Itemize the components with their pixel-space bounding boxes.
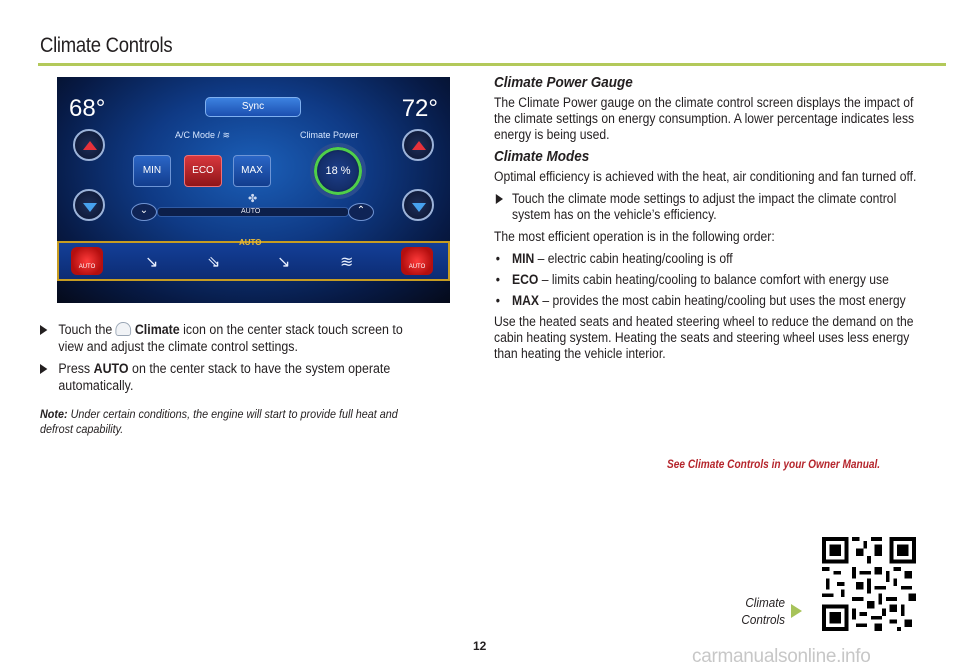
ac-mode-label: A/C Mode / ≋ <box>175 130 231 140</box>
climate-icon <box>116 322 132 336</box>
climate-power-gauge: 18 % <box>310 143 366 199</box>
fan-down-button: ⌄ <box>131 203 157 221</box>
mode-eco-button: ECO <box>184 155 222 187</box>
owner-manual-reference: See Climate Controls in your Owner Manual. <box>667 459 881 471</box>
closing-paragraph: Use the heated seats and heated steering wheel to reduce the demand on the cabin heating system. Heating the seats and steering wheel uses less energy than heating the vehicle interior. <box>494 314 914 361</box>
right-temp-down-button <box>402 189 434 221</box>
heated-seat-left-icon: AUTO <box>71 247 103 275</box>
climate-screen-image <box>57 77 450 303</box>
bullet-arrow-icon <box>496 194 503 204</box>
section-heading-modes: Climate Modes <box>494 148 590 165</box>
vent-face-floor-icon: ⇘ <box>207 254 221 271</box>
fan-auto-label: AUTO <box>241 208 261 215</box>
section-heading-gauge: Climate Power Gauge <box>494 74 633 91</box>
heated-seat-right-icon: AUTO <box>401 247 433 275</box>
list-item: Touch the climate mode settings to adjust the impact the climate control system has on the vehicle’s efficiency. <box>494 191 917 223</box>
modes-paragraph: Optimal efficiency is achieved with the heat, air conditioning and fan turned off. <box>494 169 917 184</box>
list-item: Press AUTO on the center stack to have the system operate automatically. <box>40 361 419 394</box>
left-temp-up-button <box>73 129 105 161</box>
qr-code[interactable] <box>822 537 916 631</box>
vent-face-icon: ↘ <box>145 254 159 271</box>
title-divider <box>38 63 946 66</box>
qr-caption: Climate Controls <box>741 595 785 627</box>
up-arrow-icon <box>83 141 97 150</box>
list-item: • ECO – limits cabin heating/cooling to balance comfort with energy use <box>495 272 889 287</box>
page-number: 12 <box>473 639 487 653</box>
left-instructions <box>40 322 419 400</box>
climate-power-label: Climate Power <box>300 130 359 140</box>
page-title: Climate Controls <box>40 34 173 57</box>
right-temp-readout: 72° <box>401 95 438 122</box>
note-text: Note: Under certain conditions, the engine will start to provide full heat and defrost capability. <box>40 407 398 436</box>
vent-floor-icon: ↘ <box>277 254 291 271</box>
right-column <box>494 75 917 368</box>
bullet-arrow-icon <box>40 325 47 335</box>
bottom-auto-label: AUTO <box>239 238 262 247</box>
gauge-paragraph: The Climate Power gauge on the climate control screen displays the impact of the climate settings on energy consumption. A lower percentage indicates less energy is being used. <box>494 95 915 142</box>
mode-min-button: MIN <box>133 155 171 187</box>
defrost-icon: ≋ <box>340 254 354 271</box>
fan-icon: ✤ <box>248 193 258 205</box>
sync-button: Sync <box>205 97 301 117</box>
qr-arrow-icon <box>791 604 802 618</box>
down-arrow-icon <box>412 203 426 212</box>
fan-up-button: ⌃ <box>348 203 374 221</box>
order-paragraph: The most efficient operation is in the following order: <box>494 229 775 244</box>
left-temp-down-button <box>73 189 105 221</box>
right-temp-up-button <box>402 129 434 161</box>
mode-max-button: MAX <box>233 155 271 187</box>
list-item: Touch the Climate icon on the center stack touch screen to view and adjust the climate control settings. <box>40 322 419 355</box>
left-temp-readout: 68° <box>69 95 106 122</box>
up-arrow-icon <box>412 141 426 150</box>
bottom-control-bar <box>57 241 450 281</box>
down-arrow-icon <box>83 203 97 212</box>
list-item: • MAX – provides the most cabin heating/cooling but uses the most energy <box>495 293 906 308</box>
bullet-arrow-icon <box>40 364 47 374</box>
watermark-text: carmanualsonline.info <box>692 646 871 667</box>
list-item: • MIN – electric cabin heating/cooling is off <box>495 251 733 266</box>
